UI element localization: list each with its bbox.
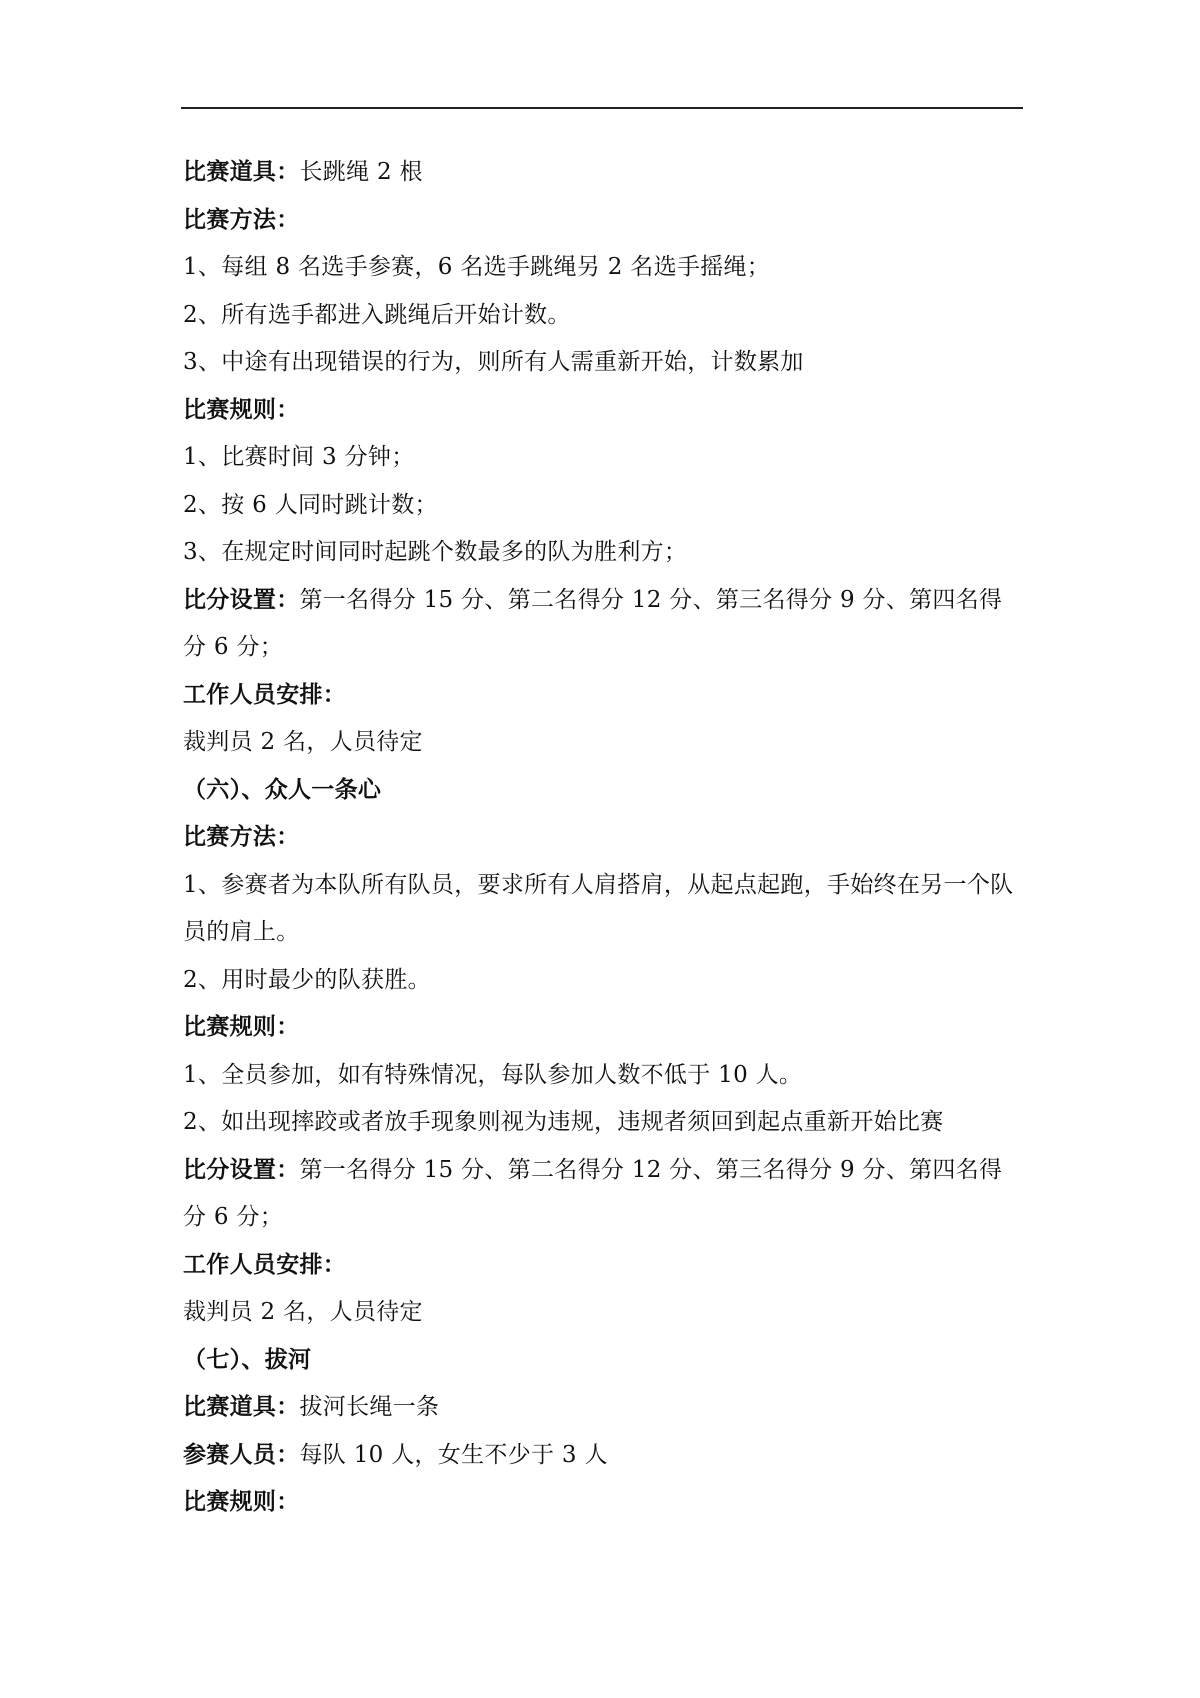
list-item: 2、按 6 人同时跳计数； bbox=[183, 491, 438, 518]
field-label: 比赛道具： bbox=[183, 159, 300, 185]
list-item: 3、在规定时间同时起跳个数最多的队为胜利方； bbox=[183, 539, 688, 565]
list-item: 3、中途有出现错误的行为，则所有人需重新开始，计数累加 bbox=[183, 349, 804, 375]
field-label: 比赛规则： bbox=[183, 396, 300, 423]
field-label: 比赛规则： bbox=[183, 1014, 300, 1040]
list-item: 1、每组 8 名选手参赛，6 名选手跳绳另 2 名选手摇绳； bbox=[183, 254, 771, 280]
list-item: 1、全员参加，如有特殊情况，每队参加人数不低于 10 人。 bbox=[183, 1061, 803, 1088]
props-line bbox=[183, 149, 1023, 197]
field-label: 比赛道具： bbox=[183, 1394, 300, 1420]
list-item: 1、参赛者为本队所有队员，要求所有人肩搭肩，从起点起跑，手始终在另一个队员的肩上。 bbox=[183, 871, 1014, 945]
field-value: 拔河长绳一条 bbox=[299, 1394, 440, 1420]
staff-text: 裁判员 2 名，人员待定 bbox=[183, 1299, 423, 1325]
rules-heading bbox=[183, 1004, 1023, 1052]
props-line bbox=[183, 1384, 1023, 1432]
field-label: 比分设置： bbox=[183, 586, 300, 613]
staff-heading bbox=[183, 672, 1023, 720]
staff-heading bbox=[183, 1242, 1023, 1290]
list-item: 2、如出现摔跤或者放手现象则视为违规，违规者须回到起点重新开始比赛 bbox=[183, 1109, 944, 1135]
section-heading: （六）、众人一条心 bbox=[183, 776, 382, 803]
field-label: 比赛方法： bbox=[183, 206, 300, 233]
rules-heading bbox=[183, 387, 1023, 435]
field-label: 参赛人员： bbox=[183, 1441, 300, 1468]
field-value: 第一名得分 15 分、第二名得分 12 分、第三名得分 9 分、第四名得分 6 分； bbox=[183, 586, 1003, 660]
score-line bbox=[183, 1147, 1023, 1242]
field-label: 工作人员安排： bbox=[183, 1251, 347, 1278]
document-body bbox=[183, 149, 1023, 1527]
score-line bbox=[183, 577, 1023, 672]
field-value: 长跳绳 2 根 bbox=[299, 159, 423, 185]
method-heading bbox=[183, 814, 1023, 862]
field-value: 每队 10 人，女生不少于 3 人 bbox=[299, 1441, 608, 1468]
field-label: 比赛规则： bbox=[183, 1489, 300, 1515]
participants-line bbox=[183, 1432, 1023, 1480]
header-rule bbox=[181, 107, 1023, 109]
field-label: 比分设置： bbox=[183, 1156, 300, 1183]
rules-heading bbox=[183, 1479, 1023, 1527]
staff-text: 裁判员 2 名，人员待定 bbox=[183, 729, 423, 755]
field-value: 第一名得分 15 分、第二名得分 12 分、第三名得分 9 分、第四名得分 6 分； bbox=[183, 1156, 1003, 1230]
method-heading bbox=[183, 197, 1023, 245]
list-item: 1、比赛时间 3 分钟； bbox=[183, 444, 415, 470]
field-label: 比赛方法： bbox=[183, 824, 300, 850]
field-label: 工作人员安排： bbox=[183, 681, 347, 708]
section-heading: （七）、拔河 bbox=[183, 1346, 312, 1373]
list-item: 2、用时最少的队获胜。 bbox=[183, 966, 431, 993]
list-item: 2、所有选手都进入跳绳后开始计数。 bbox=[183, 301, 571, 328]
